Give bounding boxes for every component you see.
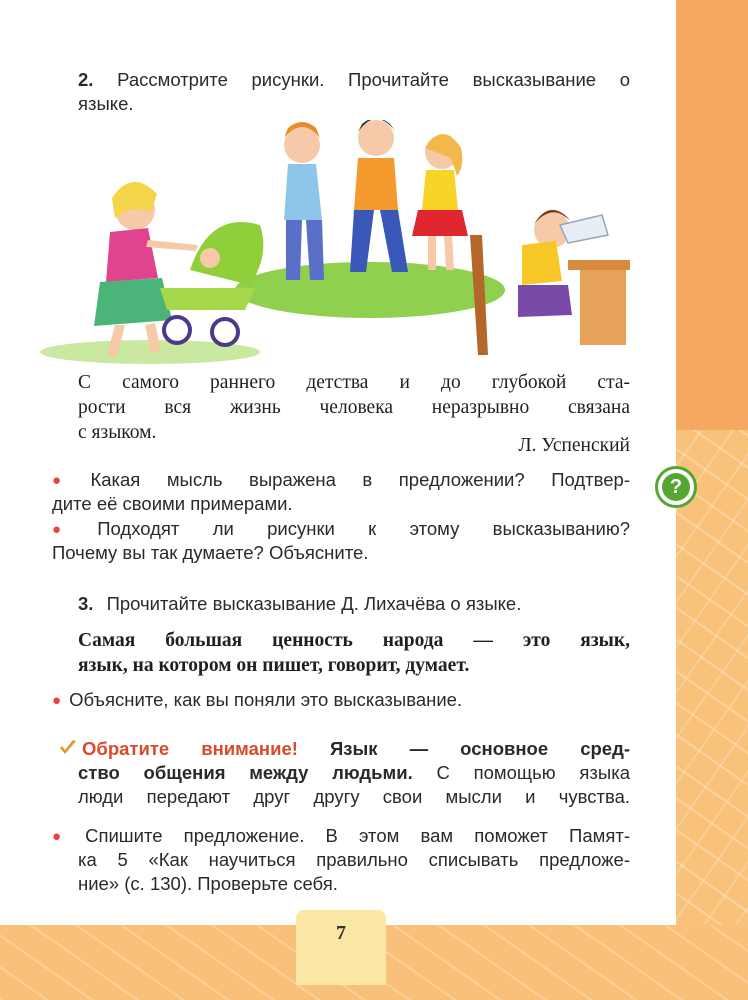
bullet-icon: ● (52, 521, 90, 538)
task-line1-text: Спишите предложение. В этом вам поможет Памят- (85, 825, 630, 846)
attention-rest-line2: С помощью языка (436, 762, 630, 783)
stroller (160, 222, 263, 345)
question-2-2-line1: Подходят ли рисунки к этому высказыванию? (97, 518, 630, 539)
question-2-1 (52, 468, 630, 494)
woman-with-stroller (94, 182, 198, 357)
question-badge-symbol: ? (662, 473, 690, 501)
bullet-icon: ● (52, 828, 78, 845)
question-2-2 (52, 517, 630, 543)
quote-1-line3: с языком. (78, 422, 157, 443)
question-3-1 (52, 688, 630, 714)
question-2-1-line1: Какая мысль выражена в предложении? Подтвер- (90, 469, 630, 490)
attention-note-line2 (78, 761, 630, 785)
exercise-3-text: Прочитайте высказывание Д. Лихачёва о языке. (106, 593, 522, 614)
question-badge-icon (655, 466, 697, 508)
girl-in-red-skirt (412, 134, 468, 270)
quote-1-line1: С самого раннего детства и до глубокой ста- (78, 372, 630, 393)
checkmark-icon (58, 739, 78, 757)
attention-bold-line1: Язык — основное сред- (329, 738, 630, 759)
page-number-tab (296, 910, 386, 985)
attention-note-line1 (58, 737, 630, 761)
quote-2-line2: язык, на котором он пишет, говорит, думает. (78, 655, 470, 676)
question-2-2-line2: Почему вы так думаете? Объясните. (52, 542, 369, 563)
task-line3: ние» (с. 130). Проверьте себя. (78, 873, 338, 894)
quote-1-line2: рости вся жизнь человека неразрывно связана (78, 397, 630, 418)
bullet-icon: ● (52, 472, 83, 489)
attention-label: Обратите внимание! (82, 738, 298, 759)
task-line2: ка 5 «Как научиться правильно списывать предложе- (78, 849, 630, 870)
task-line1 (52, 824, 630, 850)
boy-in-orange (350, 120, 408, 272)
attention-bold-line2: ство общения между людьми. (78, 762, 413, 783)
exercise-3-instruction (78, 592, 630, 616)
question-2-1-line2: дите её своими примерами. (52, 493, 293, 514)
question-3-1-text: Объясните, как вы поняли это высказывание. (69, 689, 463, 710)
exercise-2-instruction (78, 68, 630, 92)
exercise-2-text-line1: Рассмотрите рисунки. Прочитайте высказывание о (117, 69, 631, 90)
boy-in-blue (284, 122, 324, 280)
exercise-3-number: 3. (78, 593, 94, 614)
exercise-2-instruction-line2: языке. (78, 93, 134, 114)
children-illustration (40, 120, 635, 365)
page-number: 7 (336, 922, 346, 944)
quote-1-author: Л. Успенский (518, 435, 630, 456)
attention-note-line3: люди передают друг другу свои мысли и чувства. (78, 786, 630, 807)
exercise-2-number: 2. (78, 69, 94, 90)
grass-patch (235, 262, 505, 318)
bullet-icon: ● (52, 692, 62, 709)
quote-2-line1: Самая большая ценность народа — это язык, (78, 630, 630, 651)
